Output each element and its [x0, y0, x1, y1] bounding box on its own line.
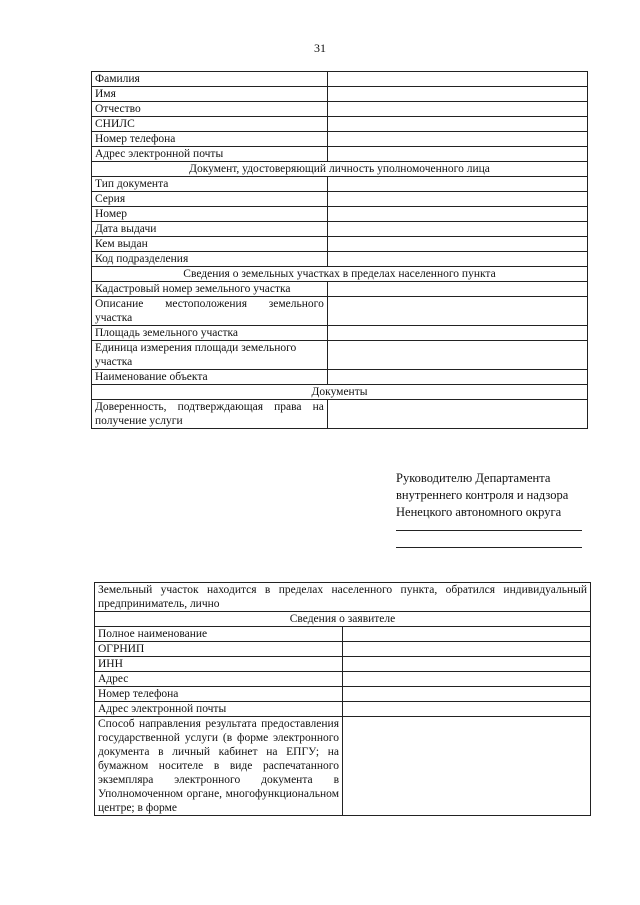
field-label-location-description: Описание местоположения земельного участка	[92, 297, 328, 326]
field-label-area-unit: Единица измерения площади земельного участка	[92, 341, 328, 370]
field-value-phone[interactable]	[327, 132, 587, 147]
signature-line-2[interactable]	[396, 547, 582, 548]
table-row	[92, 222, 588, 237]
section-header-row	[92, 385, 588, 400]
page-number: 31	[314, 41, 326, 55]
field-label-cadastral-number: Кадастровый номер земельного участка	[92, 282, 328, 297]
table-row	[95, 702, 591, 717]
table-row	[92, 341, 588, 370]
table-row	[95, 627, 591, 642]
field-label-address: Адрес	[95, 672, 343, 687]
table-row	[92, 102, 588, 117]
field-label-division-code: Код подразделения	[92, 252, 328, 267]
field-value-number[interactable]	[327, 207, 587, 222]
field-value-email[interactable]	[327, 147, 587, 162]
field-value-document-type[interactable]	[327, 177, 587, 192]
table-row	[95, 717, 591, 816]
table-row	[95, 672, 591, 687]
table-row	[92, 252, 588, 267]
field-label-full-name: Полное наименование	[95, 627, 343, 642]
field-label-snils: СНИЛС	[92, 117, 328, 132]
field-label-name: Имя	[92, 87, 328, 102]
field-label-result-delivery-method: Способ направления результата предоставления государственной услуги (в форме электронного документа в личный кабинет на ЕПГУ; на бумажном носителе в виде распечатанного экземпляра электронного документа в Уполномоченном органе, многофункциональном центре; в форме	[95, 717, 343, 816]
field-value-issue-date[interactable]	[327, 222, 587, 237]
table-row	[92, 207, 588, 222]
case-description: Земельный участок находится в пределах населенного пункта, обратился индивидуальный предприниматель, лично	[95, 583, 591, 612]
table-row	[92, 87, 588, 102]
table-row	[92, 326, 588, 341]
table-row	[92, 282, 588, 297]
table-row	[95, 687, 591, 702]
section-header-row	[92, 162, 588, 177]
field-value-snils[interactable]	[327, 117, 587, 132]
field-label-issue-date: Дата выдачи	[92, 222, 328, 237]
section-header-row	[95, 612, 591, 627]
field-label-number: Номер	[92, 207, 328, 222]
section-applicant: Сведения о заявителе	[95, 612, 591, 627]
field-value-address[interactable]	[343, 672, 591, 687]
field-value-applicant-phone[interactable]	[343, 687, 591, 702]
table-row	[92, 370, 588, 385]
field-value-cadastral-number[interactable]	[327, 282, 587, 297]
table-row	[92, 192, 588, 207]
table-row	[92, 132, 588, 147]
section-documents: Документы	[92, 385, 588, 400]
field-value-series[interactable]	[327, 192, 587, 207]
field-label-phone: Номер телефона	[92, 132, 328, 147]
field-label-applicant-email: Адрес электронной почты	[95, 702, 343, 717]
table-row	[92, 237, 588, 252]
field-value-surname[interactable]	[327, 72, 587, 87]
field-value-full-name[interactable]	[343, 627, 591, 642]
table-row	[95, 642, 591, 657]
addressee-line-3: Ненецкого автономного округа	[396, 505, 562, 519]
table-row	[92, 117, 588, 132]
table-row	[92, 177, 588, 192]
field-label-series: Серия	[92, 192, 328, 207]
table-row	[92, 297, 588, 326]
field-label-patronymic: Отчество	[92, 102, 328, 117]
field-label-inn: ИНН	[95, 657, 343, 672]
field-value-division-code[interactable]	[327, 252, 587, 267]
field-value-result-delivery-method[interactable]	[343, 717, 591, 816]
header-row	[95, 583, 591, 612]
addressee-block	[396, 470, 606, 521]
field-value-power-of-attorney[interactable]	[327, 400, 587, 429]
field-value-patronymic[interactable]	[327, 102, 587, 117]
section-header-row	[92, 267, 588, 282]
section-land-plots: Сведения о земельных участках в пределах населенного пункта	[92, 267, 588, 282]
authorized-person-table	[91, 71, 588, 429]
table-row	[92, 147, 588, 162]
table-row	[92, 72, 588, 87]
field-label-plot-area: Площадь земельного участка	[92, 326, 328, 341]
applicant-table	[94, 582, 591, 816]
field-label-issued-by: Кем выдан	[92, 237, 328, 252]
field-value-object-name[interactable]	[327, 370, 587, 385]
field-value-ogrnip[interactable]	[343, 642, 591, 657]
field-value-area-unit[interactable]	[327, 341, 587, 370]
field-label-email: Адрес электронной почты	[92, 147, 328, 162]
field-label-power-of-attorney: Доверенность, подтверждающая права на получение услуги	[92, 400, 328, 429]
field-label-object-name: Наименование объекта	[92, 370, 328, 385]
field-value-inn[interactable]	[343, 657, 591, 672]
field-value-applicant-email[interactable]	[343, 702, 591, 717]
field-label-ogrnip: ОГРНИП	[95, 642, 343, 657]
table-row	[95, 657, 591, 672]
addressee-line-2: внутреннего контроля и надзора	[396, 488, 569, 502]
field-value-plot-area[interactable]	[327, 326, 587, 341]
field-label-document-type: Тип документа	[92, 177, 328, 192]
field-value-location-description[interactable]	[327, 297, 587, 326]
table-row	[92, 400, 588, 429]
field-label-applicant-phone: Номер телефона	[95, 687, 343, 702]
addressee-line-1: Руководителю Департамента	[396, 471, 551, 485]
field-value-issued-by[interactable]	[327, 237, 587, 252]
section-identity-document: Документ, удостоверяющий личность уполномоченного лица	[92, 162, 588, 177]
field-value-name[interactable]	[327, 87, 587, 102]
signature-line-1[interactable]	[396, 530, 582, 531]
field-label-surname: Фамилия	[92, 72, 328, 87]
